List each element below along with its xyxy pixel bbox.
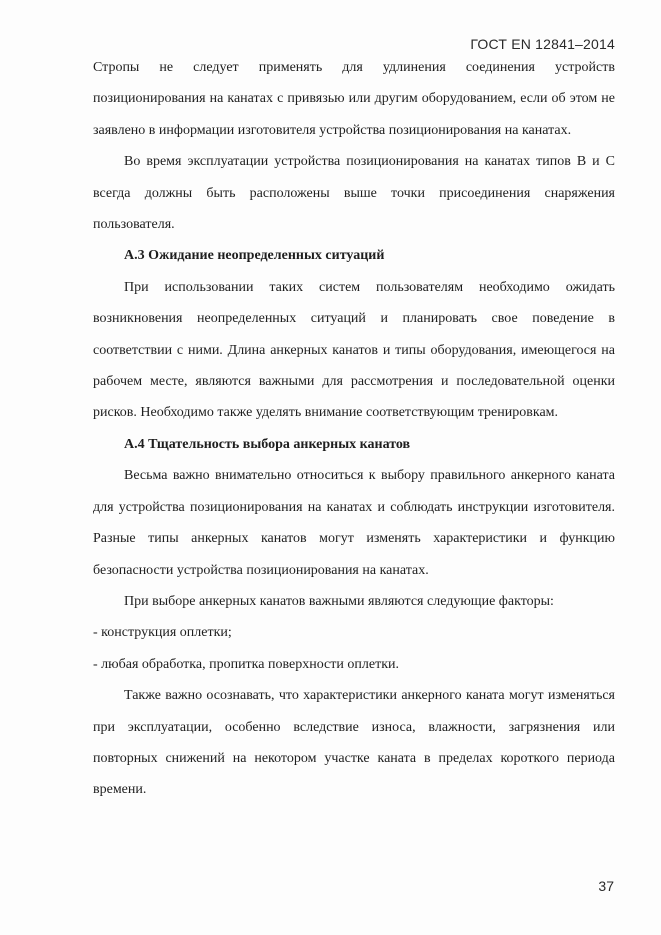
- paragraph-anchor-rope-selection: Весьма важно внимательно относиться к выбору правильного анкерного каната для устройства позиционирования на канатах и соблюдать инструкции изготовителя. Разные типы анкерных канатов могут изменять характеристики и функцию безопасности устройства позиционирования на канатах.: [93, 468, 615, 578]
- list-item-sheath-treatment: - любая обработка, пропитка поверхности оплетки.: [93, 656, 399, 672]
- section-heading-a4: А.4 Тщательность выбора анкерных канатов: [124, 436, 411, 452]
- paragraph-device-types-b-c: Во время эксплуатации устройства позиционирования на канатах типов В и С всегда должны быть расположены выше точки присоединения снаряжения пользователя.: [93, 154, 615, 233]
- paragraph-slings-usage: Стропы не следует применять для удлинения соединения устройств позиционирования на канатах с привязью или другим оборудованием, если об этом не заявлено в информации изготовителя устройства позиционирования на канатах.: [93, 60, 615, 138]
- paragraph-important-factors-lead: При выборе анкерных канатов важными являются следующие факторы:: [124, 593, 554, 609]
- document-header-standard-number: ГОСТ EN 12841–2014: [470, 36, 615, 52]
- section-heading-a3: А.3 Ожидание неопределенных ситуаций: [124, 248, 385, 264]
- paragraph-rope-characteristics-change: Также важно осознавать, что характеристики анкерного каната могут изменяться при эксплуатации, особенно вследствие износа, влажности, загрязнения или повторных снижений на некотором участке каната в пределах короткого периода времени.: [93, 688, 615, 798]
- paragraph-uncertain-situations: При использовании таких систем пользователям необходимо ожидать возникновения неопределенных ситуаций и планировать свое поведение в соответствии с ними. Длина анкерных канатов и типы оборудования, имеющегося на рабочем месте, являются важными для рассмотрения и последовательной оценки рисков. Необходимо также уделять внимание соответствующим тренировкам.: [93, 279, 615, 421]
- list-item-sheath-construction: - конструкция оплетки;: [93, 625, 232, 641]
- page-number: 37: [598, 878, 614, 894]
- document-body: [93, 52, 615, 806]
